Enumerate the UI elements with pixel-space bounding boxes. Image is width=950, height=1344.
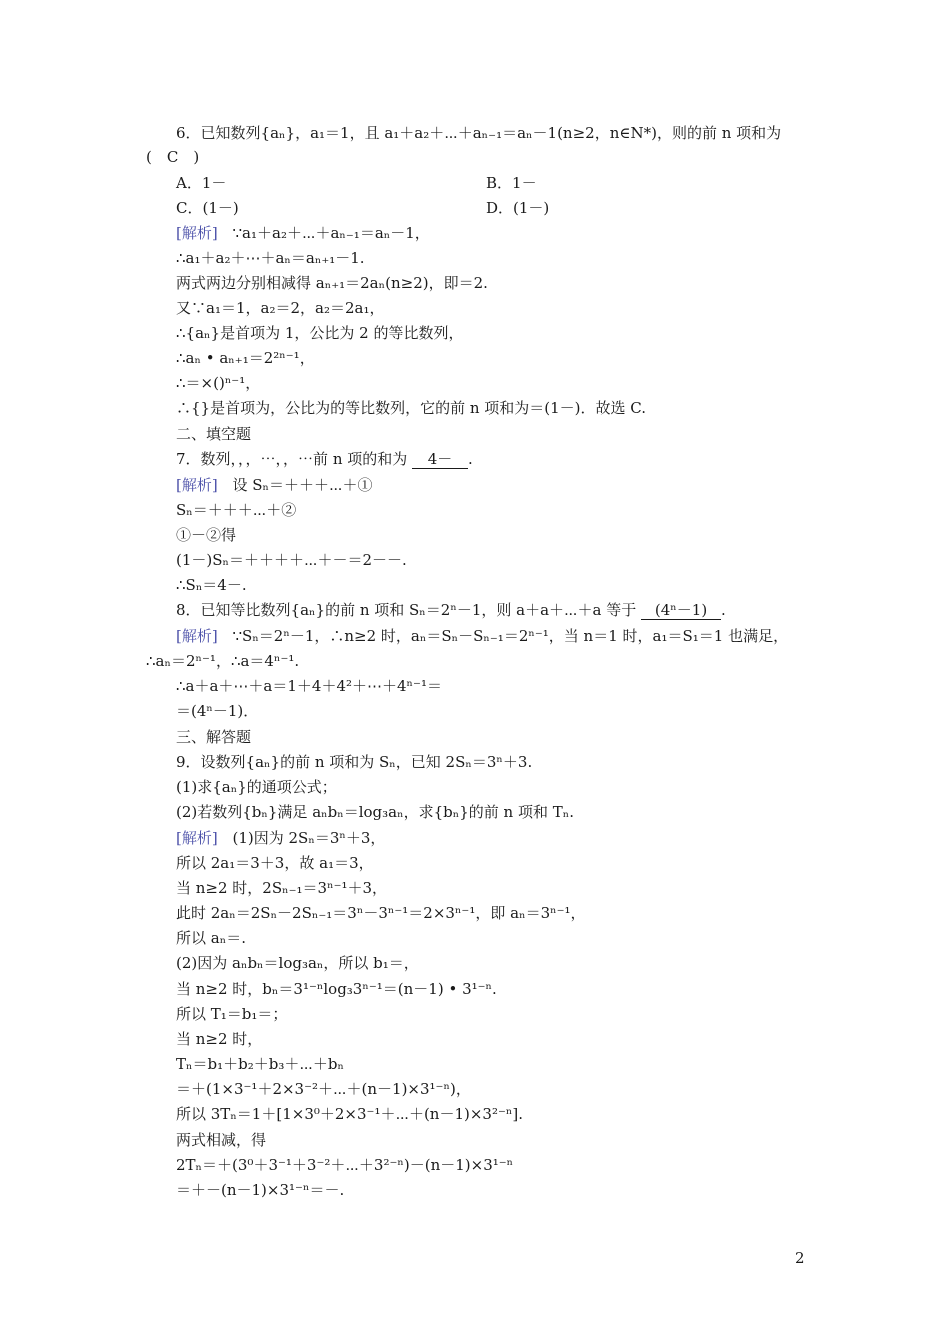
solution-line: (1－)Sₙ＝＋＋＋＋⋯＋－＝2－－.	[176, 551, 407, 569]
solution-text: 设 Sₙ＝＋＋＋⋯＋①	[232, 476, 373, 494]
solution-line: 两式相减，得	[176, 1131, 267, 1149]
q8-text: 8．已知等比数列{aₙ}的前 n 项和 Sₙ＝2ⁿ－1，则 a＋a＋⋯＋a 等于	[176, 601, 637, 619]
solution-line: 当 n≥2 时，	[176, 1030, 263, 1048]
q6-solution-line	[176, 223, 430, 243]
q7-period: .	[468, 450, 473, 468]
solution-text: (1)因为 2Sₙ＝3ⁿ＋3，	[232, 829, 386, 847]
solution-line: (2)因为 aₙbₙ＝log₃aₙ，所以 b₁＝，	[176, 954, 419, 972]
q9-solution-line	[176, 828, 385, 848]
q7-text: 7．数列，，，⋯，，⋯前 n 项的和为	[176, 450, 408, 468]
analysis-tag: [解析]	[176, 829, 218, 847]
solution-line: 所以 T₁＝b₁＝；	[176, 1005, 288, 1023]
q6-answer: ( C )	[146, 148, 200, 166]
q7-answer-blank: 4－	[412, 451, 468, 469]
solution-line: Tₙ＝b₁＋b₂＋b₃＋⋯＋bₙ	[176, 1055, 344, 1073]
q7-stem	[176, 449, 473, 469]
solution-line: 此时 2aₙ＝2Sₙ－2Sₙ₋₁＝3ⁿ－3ⁿ⁻¹＝2×3ⁿ⁻¹，即 aₙ＝3ⁿ⁻¹，	[176, 904, 586, 922]
q8-answer-blank: (4ⁿ－1)	[641, 602, 721, 620]
solution-line: 当 n≥2 时，2Sₙ₋₁＝3ⁿ⁻¹＋3，	[176, 879, 388, 897]
solution-line: ∴a＋a＋⋯＋a＝1＋4＋4²＋⋯＋4ⁿ⁻¹＝	[176, 677, 442, 695]
solution-line: 又∵a₁＝1，a₂＝2，a₂＝2a₁，	[176, 299, 385, 317]
solution-text: ∵Sₙ＝2ⁿ－1，∴n≥2 时，aₙ＝Sₙ－Sₙ₋₁＝2ⁿ⁻¹，当 n＝1 时，a₁＝S₁＝1 也满足，	[232, 627, 789, 645]
q6-option-c: C．(1－)	[176, 199, 239, 217]
solution-line: ＝(4ⁿ－1)．	[176, 702, 259, 720]
solution-line: 所以 aₙ＝.	[176, 929, 246, 947]
solution-line: 2Tₙ＝＋(3⁰＋3⁻¹＋3⁻²＋⋯＋3²⁻ⁿ)－(n－1)×3¹⁻ⁿ	[176, 1156, 514, 1174]
solution-line: 当 n≥2 时，bₙ＝3¹⁻ⁿlog₃3ⁿ⁻¹＝(n－1) • 3¹⁻ⁿ.	[176, 980, 497, 998]
q9-part-2: (2)若数列{bₙ}满足 aₙbₙ＝log₃aₙ，求{bₙ}的前 n 项和 Tₙ.	[176, 803, 574, 821]
analysis-tag: [解析]	[176, 627, 218, 645]
section-heading-answer: 三、解答题	[176, 728, 252, 746]
solution-line: ＝＋－(n－1)×3¹⁻ⁿ＝－.	[176, 1181, 345, 1199]
q6-stem: 6．已知数列{aₙ}，a₁＝1，且 a₁＋a₂＋⋯＋aₙ₋₁＝aₙ－1(n≥2，n∈N*)，则的前 n 项和为	[176, 124, 782, 142]
q6-option-b: B．1－	[486, 174, 537, 192]
solution-line: ∴Sₙ＝4－.	[176, 576, 247, 594]
q8-solution-line	[176, 626, 788, 646]
analysis-tag: [解析]	[176, 224, 218, 242]
analysis-tag: [解析]	[176, 476, 218, 494]
q9-stem: 9．设数列{aₙ}的前 n 项和为 Sₙ，已知 2Sₙ＝3ⁿ＋3.	[176, 753, 533, 771]
solution-line: ∴＝×()ⁿ⁻¹，	[176, 374, 261, 392]
q8-period: .	[721, 601, 726, 619]
page-number: 2	[795, 1249, 805, 1267]
solution-line: 所以 2a₁＝3＋3，故 a₁＝3，	[176, 854, 374, 872]
solution-line: 两式两边分别相减得 aₙ₊₁＝2aₙ(n≥2)，即＝2.	[176, 274, 488, 292]
section-heading-fill-blank: 二、填空题	[176, 425, 252, 443]
solution-line: ∴a₁＋a₂＋⋯＋aₙ＝aₙ₊₁－1.	[176, 249, 365, 267]
solution-line: ∴aₙ • aₙ₊₁＝2²ⁿ⁻¹，	[176, 349, 315, 367]
solution-line: ＝＋(1×3⁻¹＋2×3⁻²＋⋯＋(n－1)×3¹⁻ⁿ)，	[176, 1080, 471, 1098]
solution-line: ①－②得	[176, 526, 237, 544]
q6-option-d: D．(1－)	[486, 199, 550, 217]
q6-option-a: A．1－	[176, 174, 227, 192]
q7-solution-line	[176, 475, 373, 495]
solution-text: ∵a₁＋a₂＋⋯＋aₙ₋₁＝aₙ－1，	[232, 224, 430, 242]
solution-line: Sₙ＝＋＋＋⋯＋②	[176, 501, 297, 519]
solution-line: ∴{}是首项为，公比为的等比数列，它的前 n 项和为＝(1－)．故选 C.	[176, 399, 647, 417]
q9-part-1: (1)求{aₙ}的通项公式；	[176, 778, 337, 796]
q8-stem	[176, 600, 726, 620]
solution-line: ∴aₙ＝2ⁿ⁻¹，∴a＝4ⁿ⁻¹.	[146, 652, 300, 670]
solution-line: ∴{aₙ}是首项为 1，公比为 2 的等比数列，	[176, 324, 464, 342]
solution-line: 所以 3Tₙ＝1＋[1×3⁰＋2×3⁻¹＋⋯＋(n－1)×3²⁻ⁿ].	[176, 1105, 524, 1123]
